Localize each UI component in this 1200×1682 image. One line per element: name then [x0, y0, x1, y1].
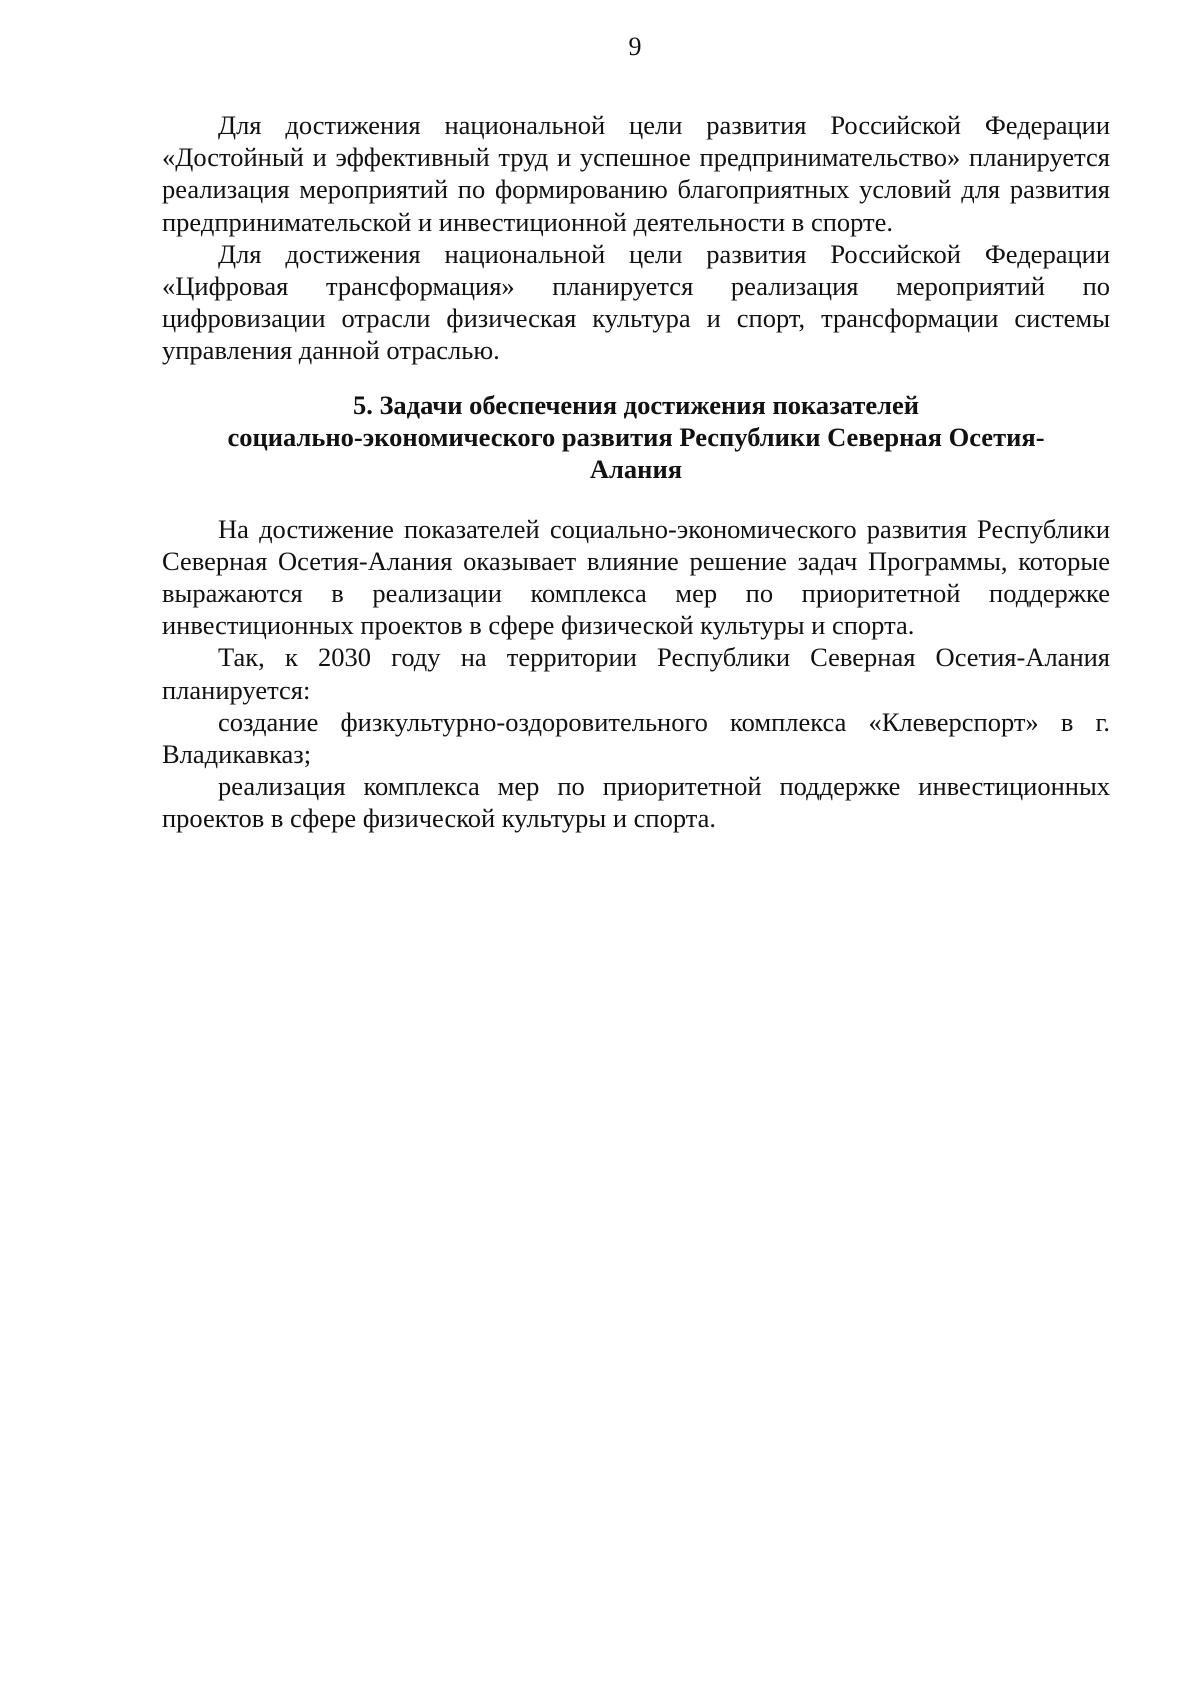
paragraph-digital-transformation: Для достижения национальной цели развития Российской Федерации «Цифровая трансформация» планируется реализация мероприятий по цифровизации отрасли физическая культура и спорт, трансформации системы управления данной отраслью.: [162, 238, 1110, 366]
paragraph-program-tasks: На достижение показателей социально-экономического развития Республики Северная Осетия-Алания оказывает влияние решение задач Программы, которые выражаются в реализации комплекса мер по приоритетной поддержке инвестиционных проектов в сфере физической культуры и спорта.: [162, 513, 1110, 641]
paragraph-plans-2030: Так, к 2030 году на территории Республики Северная Осетия-Алания планируется:: [162, 642, 1110, 705]
paragraph-investment-support: реализация комплекса мер по приоритетной поддержке инвестиционных проектов в сфере физической культуры и спорта.: [162, 771, 1110, 834]
section-heading: [162, 389, 1110, 485]
section-heading-line: 5. Задачи обеспечения достижения показателей: [352, 389, 920, 420]
document-body: [162, 109, 1110, 835]
paragraph-cleversport-complex: создание физкультурно-оздоровительного комплекса «Клеверспорт» в г. Владикавказ;: [162, 706, 1110, 770]
section-heading-line: социально-экономического развития Республики Северная Осетия-: [227, 421, 1045, 452]
section-heading-line: Алания: [589, 453, 683, 484]
paragraph-dignified-work: Для достижения национальной цели развития Российской Федерации «Достойный и эффективный труд и успешное предпринимательство» планируется реализация мероприятий по формированию благоприятных условий для развития предпринимательской и инвестиционной деятельности в спорте.: [162, 110, 1110, 237]
page-number: 9: [628, 32, 642, 61]
